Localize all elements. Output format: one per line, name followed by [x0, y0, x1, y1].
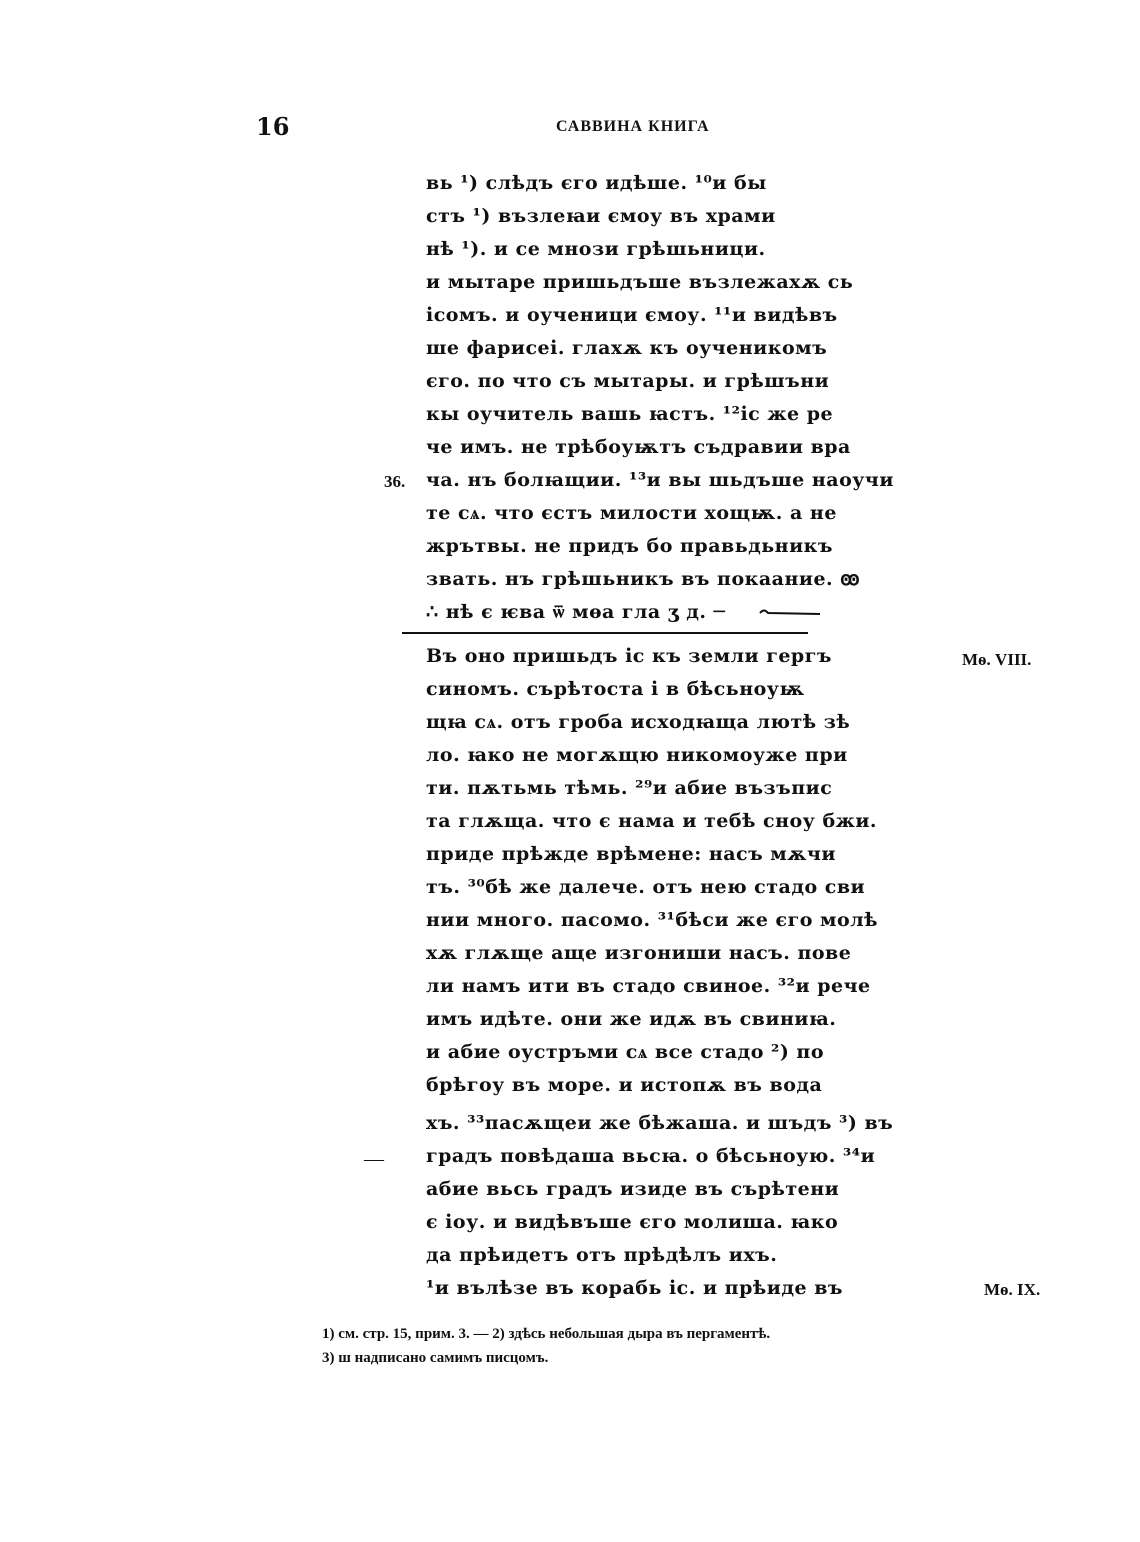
text-line: хъ. ³³пасѫщеи же бѣжаша. и шъдъ ³) въ — [426, 1112, 894, 1134]
text-line: ісомъ. и оученици ємоу. ¹¹и видѣвъ — [426, 304, 838, 326]
footnote: 1) см. стр. 15, прим. 3. — 2) здѣсь небольшая дыра въ пергаментѣ. — [322, 1326, 771, 1342]
text-line: ¹и вълѣзе въ корабь іс. и прѣиде въ — [426, 1277, 843, 1299]
text-line: приде прѣжде врѣмене: насъ мѫчи — [426, 843, 836, 865]
margin-reference: Мѳ. VIII. — [962, 650, 1032, 669]
running-head: САВВИНА КНИГА — [556, 118, 710, 135]
text-line: звать. нъ грѣшьникъ въ покаание. ꙭ — [426, 568, 861, 590]
text-line: ше фарисеі. глахѫ къ оученикомъ — [426, 337, 828, 359]
text-line: абие вьсь градъ изиде въ сърѣтени — [426, 1178, 840, 1200]
text-line: вь ¹) слѣдъ єго идѣше. ¹⁰и бы — [426, 172, 767, 194]
text-line: и мытаре пришьдъше възлежахѫ сь — [426, 271, 854, 293]
text-line: жрътвы. не придъ бо правьдьникъ — [426, 535, 833, 557]
text-line: градъ повѣдаша вьсꙗ. о бѣсьноую. ³⁴и — [426, 1145, 876, 1167]
text-line: че имъ. не трѣбоуѭтъ съдравии вра — [426, 436, 851, 458]
margin-reference: Мѳ. IX. — [984, 1280, 1041, 1299]
text-line: тъ. ³⁰бѣ же далече. отъ нею стадо сви — [426, 876, 866, 898]
verse-marker: 36. — [384, 472, 406, 491]
page-number: 16 — [256, 112, 290, 141]
text-line: ∴ нѣ є ѥва ѿ мѳа гла ӡ д. ─ — [426, 601, 726, 623]
text-line: єго. по что съ мытары. и грѣшъни — [426, 370, 830, 392]
footnote: 3) ш надписано самимъ писцомъ. — [322, 1350, 549, 1366]
text-line: те сѧ. что єстъ милости хощѭ. а не — [426, 502, 837, 524]
text-line: щꙗ сѧ. отъ гроба исходꙗща лютѣ зѣ — [426, 711, 851, 733]
text-line: та глѫща. что є нама и тебѣ сноу бжи. — [426, 810, 878, 832]
text-line: ча. нъ болꙗщии. ¹³и вы шьдъше наоучи — [426, 469, 894, 491]
text-line: нии много. пасомо. ³¹бѣси же єго молѣ — [426, 909, 878, 931]
text-line: кы оучитель вашь ꙗстъ. ¹²іс же ре — [426, 403, 834, 425]
text-line: имъ идѣте. они же идѫ въ свиниꙗ. — [426, 1008, 837, 1030]
marginal-dash: — — [364, 1148, 384, 1170]
text-line: є іоу. и видѣвъше єго молиша. ꙗко — [426, 1211, 839, 1233]
text-line: стъ ¹) възлеꙗи ємоу въ храми — [426, 205, 776, 227]
text-line: хѫ глѫще аще изгониши насъ. пове — [426, 942, 852, 964]
text-line: ло. ꙗко не могѫщю никомоуже при — [426, 744, 848, 766]
text-line: Въ оно пришьдъ іс къ земли гергъ — [426, 645, 832, 667]
text-line: брѣгоу въ море. и истопѫ въ вода — [426, 1074, 823, 1096]
text-line: ли намъ ити въ стадо свиное. ³²и рече — [426, 975, 871, 997]
text-line: синомъ. сърѣтоста і в бѣсьноуѭ — [426, 678, 805, 700]
text-line: и абие оустръми сѧ все стадо ²) по — [426, 1041, 825, 1063]
text-line: нѣ ¹). и се мнози грѣшьници. — [426, 238, 766, 260]
text-line: да прѣидетъ отъ прѣдѣлъ ихъ. — [426, 1244, 778, 1266]
end-flourish-ornament — [758, 606, 822, 620]
section-divider — [402, 632, 808, 634]
text-line: ти. пѫтьмь тѣмь. ²⁹и абие възъпис — [426, 777, 833, 799]
